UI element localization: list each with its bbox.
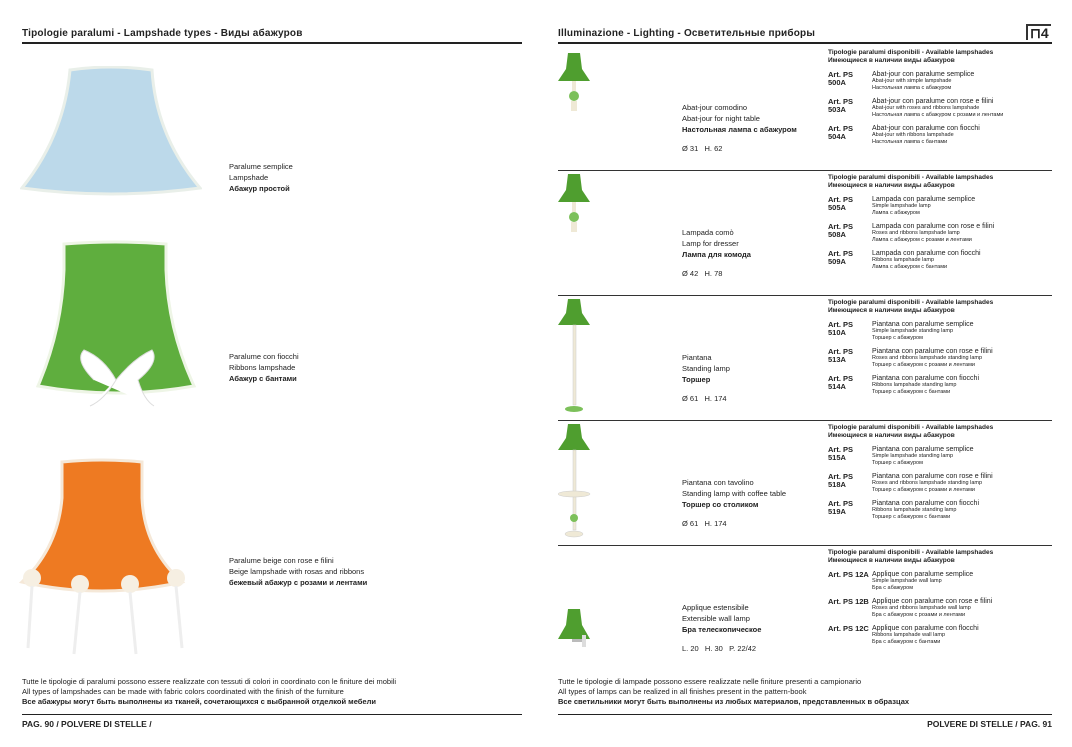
article-item bbox=[828, 348, 1052, 369]
article-it: Applique con paralume con rose e filini bbox=[872, 598, 993, 605]
available-lampshades bbox=[828, 174, 1052, 271]
article-it: Applique con paralume semplice bbox=[872, 571, 974, 578]
note-en: All types of lampshades can be made with fabric colors coordinated with the finish of the furniture bbox=[22, 687, 344, 696]
article-code: Art. PS 12C bbox=[828, 624, 869, 633]
product-info bbox=[682, 477, 786, 529]
article-code: Art. PS 504A bbox=[828, 124, 854, 141]
note-en: All types of lamps can be realized in all finishes present in the pattern-book bbox=[558, 687, 807, 696]
left-note bbox=[22, 677, 396, 707]
article-it: Piantana con paralume con rose e filini bbox=[872, 473, 993, 480]
note-it: Tutte le tipologie di lampade possono essere realizzate nelle finiture presenti a campionario bbox=[558, 677, 862, 686]
article-it: Lampada con paralume con rose e filini bbox=[872, 223, 995, 230]
product-name-it: Piantana bbox=[682, 353, 712, 362]
article-en: Simple lampshade lamp bbox=[872, 203, 931, 209]
lamp-image bbox=[558, 422, 592, 542]
divider bbox=[22, 714, 522, 715]
article-code: Art. PS 12A bbox=[828, 570, 869, 579]
product-name-ru: Настольная лампа с абажуром bbox=[682, 125, 797, 134]
article-en: Abat-jour with roses and ribbons lampshade bbox=[872, 105, 980, 111]
article-it: Piantana con paralume semplice bbox=[872, 321, 974, 328]
article-item bbox=[828, 446, 1052, 467]
product-row bbox=[558, 297, 1052, 421]
product-row bbox=[558, 422, 1052, 546]
article-it: Lampada con paralume semplice bbox=[872, 196, 976, 203]
article-item bbox=[828, 375, 1052, 396]
shade-caption bbox=[229, 351, 299, 384]
product-name-en: Standing lamp bbox=[682, 364, 730, 373]
article-item bbox=[828, 98, 1052, 119]
article-code: Art. PS 513A bbox=[828, 347, 854, 364]
available-title-ru: Имеющиеся в наличии виды абажуров bbox=[828, 307, 955, 314]
product-name-ru: Торшер со столиком bbox=[682, 500, 759, 509]
available-title: Tipologie paralumi disponibili - Available lampshades bbox=[828, 424, 994, 431]
article-en: Abat-jour with simple lampshade bbox=[872, 78, 952, 84]
note-ru: Все светильники могут быть выполнены из любых материалов, представленных в образцах bbox=[558, 697, 910, 706]
article-ru: Лампа с абажуром с розами и лентами bbox=[872, 237, 972, 243]
shade-name-it: Paralume semplice bbox=[229, 162, 293, 171]
divider bbox=[22, 42, 522, 44]
product-info bbox=[682, 102, 797, 154]
product-name-it: Lampada comò bbox=[682, 228, 734, 237]
product-name-en: Lamp for dresser bbox=[682, 239, 739, 248]
product-name-ru: Лампа для комода bbox=[682, 250, 751, 259]
divider bbox=[558, 42, 1052, 44]
available-lampshades bbox=[828, 49, 1052, 146]
article-en: Roses and ribbons lampshade standing lamp bbox=[872, 480, 983, 486]
article-ru: Настольная лампа с абажуром bbox=[872, 85, 952, 91]
article-item bbox=[828, 71, 1052, 92]
product-dimensions: Ø 31 H. 62 bbox=[682, 144, 723, 153]
article-code: Art. PS 515A bbox=[828, 445, 854, 462]
article-code: Art. PS 500A bbox=[828, 70, 854, 87]
product-info bbox=[682, 602, 761, 654]
article-en: Roses and ribbons lampshade wall lamp bbox=[872, 605, 971, 611]
available-title-ru: Имеющиеся в наличии виды абажуров bbox=[828, 557, 955, 564]
article-ru: Торшер с абажуром с розами и лентами bbox=[872, 362, 975, 368]
product-name-en: Extensible wall lamp bbox=[682, 614, 750, 623]
product-name-ru: Бра телескопическое bbox=[682, 625, 762, 634]
product-info bbox=[682, 227, 751, 279]
article-item bbox=[828, 196, 1052, 217]
lamp-image bbox=[558, 547, 592, 667]
article-ru: Настольная лампа с абажуром с розами и лентами bbox=[872, 112, 1004, 118]
article-it: Piantana con paralume con fiocchi bbox=[872, 500, 980, 507]
shade-name-en: Ribbons lampshade bbox=[229, 363, 296, 372]
right-page-title: Illuminazione - Lighting - Осветительные приборы bbox=[558, 28, 816, 39]
shade-caption bbox=[229, 161, 293, 194]
article-item bbox=[828, 473, 1052, 494]
product-name-ru: Торшер bbox=[682, 375, 711, 384]
article-ru: Торшер с абажуром с бантами bbox=[872, 514, 951, 520]
right-note bbox=[558, 677, 909, 707]
article-it: Piantana con paralume con fiocchi bbox=[872, 375, 980, 382]
shade-name-it: Paralume con fiocchi bbox=[229, 352, 299, 361]
article-en: Ribbons lampshade standing lamp bbox=[872, 507, 957, 513]
product-name-it: Applique estensibile bbox=[682, 603, 749, 612]
article-ru: Лампа с абажуром bbox=[872, 210, 920, 216]
article-en: Roses and ribbons lampshade standing lamp bbox=[872, 355, 983, 361]
article-ru: Бра с абажуром с бантами bbox=[872, 639, 941, 645]
shade-name-ru: Абажур с бантами bbox=[229, 374, 297, 383]
article-en: Abat-jour with ribbons lampshade bbox=[872, 132, 954, 138]
article-en: Ribbons lampshade standing lamp bbox=[872, 382, 957, 388]
product-dimensions: Ø 61 H. 174 bbox=[682, 519, 727, 528]
simple-lampshade-image bbox=[20, 66, 202, 196]
divider bbox=[558, 420, 1052, 421]
right-page-number: POLVERE DI STELLE / PAG. 91 bbox=[927, 719, 1052, 729]
product-info bbox=[682, 352, 730, 404]
divider bbox=[558, 170, 1052, 171]
article-ru: Торшер с абажуром bbox=[872, 335, 923, 341]
article-ru: Бра с абажуром с розами и лентами bbox=[872, 612, 966, 618]
article-code: Art. PS 519A bbox=[828, 499, 854, 516]
product-dimensions: L. 20 H. 30 P. 22/42 bbox=[682, 644, 757, 653]
divider bbox=[558, 295, 1052, 296]
available-title-ru: Имеющиеся в наличии виды абажуров bbox=[828, 182, 955, 189]
article-ru: Торшер с абажуром с розами и лентами bbox=[872, 487, 975, 493]
beige-roses-lampshade-image bbox=[18, 458, 186, 658]
article-it: Piantana con paralume semplice bbox=[872, 446, 974, 453]
product-name-it: Abat-jour comodino bbox=[682, 103, 748, 112]
article-item bbox=[828, 598, 1052, 619]
product-row bbox=[558, 547, 1052, 671]
article-en: Simple lampshade wall lamp bbox=[872, 578, 942, 584]
article-code: Art. PS 518A bbox=[828, 472, 854, 489]
article-it: Abat-jour con paralume con fiocchi bbox=[872, 125, 980, 132]
available-title: Tipologie paralumi disponibili - Available lampshades bbox=[828, 49, 994, 56]
article-item bbox=[828, 250, 1052, 271]
article-en: Ribbons lampshade lamp bbox=[872, 257, 935, 263]
article-en: Roses and ribbons lampshade lamp bbox=[872, 230, 960, 236]
article-code: Art. PS 514A bbox=[828, 374, 854, 391]
article-item bbox=[828, 625, 1052, 646]
available-lampshades bbox=[828, 299, 1052, 396]
left-page-title: Tipologie paralumi - Lampshade types - Виды абажуров bbox=[22, 28, 303, 39]
available-title-ru: Имеющиеся в наличии виды абажуров bbox=[828, 57, 955, 64]
available-lampshades bbox=[828, 549, 1052, 646]
article-item bbox=[828, 500, 1052, 521]
product-row bbox=[558, 47, 1052, 171]
shade-name-en: Lampshade bbox=[229, 173, 269, 182]
article-ru: Торшер с абажуром с бантами bbox=[872, 389, 951, 395]
article-it: Abat-jour con paralume semplice bbox=[872, 71, 975, 78]
available-title: Tipologie paralumi disponibili - Available lampshades bbox=[828, 174, 994, 181]
article-en: Simple lampshade standing lamp bbox=[872, 328, 954, 334]
product-dimensions: Ø 61 H. 174 bbox=[682, 394, 727, 403]
available-title: Tipologie paralumi disponibili - Available lampshades bbox=[828, 549, 994, 556]
shade-name-ru: бежевый абажур с розами и лентами bbox=[229, 578, 368, 587]
note-it: Tutte le tipologie di paralumi possono essere realizzate con tessuti di colori in coordinato con le finiture dei mobili bbox=[22, 677, 397, 686]
lamp-image bbox=[558, 297, 592, 417]
article-code: Art. PS 510A bbox=[828, 320, 854, 337]
article-code: Art. PS 503A bbox=[828, 97, 854, 114]
article-code: Art. PS 505A bbox=[828, 195, 854, 212]
divider bbox=[558, 714, 1052, 715]
shade-name-ru: Абажур простой bbox=[229, 184, 290, 193]
article-item bbox=[828, 321, 1052, 342]
lamp-image bbox=[558, 51, 592, 171]
product-name-it: Piantana con tavolino bbox=[682, 478, 754, 487]
divider bbox=[558, 545, 1052, 546]
product-dimensions: Ø 42 H. 78 bbox=[682, 269, 723, 278]
article-en: Ribbons lampshade wall lamp bbox=[872, 632, 946, 638]
article-item bbox=[828, 571, 1052, 592]
product-row bbox=[558, 172, 1052, 296]
article-ru: Бра с абажуром bbox=[872, 585, 914, 591]
article-it: Piantana con paralume con rose e filini bbox=[872, 348, 993, 355]
article-code: Art. PS 509A bbox=[828, 249, 854, 266]
brand-logo: ⊓4 bbox=[1026, 24, 1051, 40]
article-code: Art. PS 12B bbox=[828, 597, 869, 606]
note-ru: Все абажуры могут быть выполнены из тканей, сочетающихся с выбранной отделкой мебели bbox=[22, 697, 376, 706]
article-ru: Торшер с абажуром bbox=[872, 460, 923, 466]
left-page-number: PAG. 90 / POLVERE DI STELLE / bbox=[22, 719, 152, 729]
shade-name-en: Beige lampshade with rosas and ribbons bbox=[229, 567, 365, 576]
article-item bbox=[828, 223, 1052, 244]
article-ru: Лампа с абажуром с бантами bbox=[872, 264, 948, 270]
article-ru: Настольная лампа с бантами bbox=[872, 139, 948, 145]
available-lampshades bbox=[828, 424, 1052, 521]
lamp-image bbox=[558, 172, 592, 292]
article-it: Lampada con paralume con fiocchi bbox=[872, 250, 981, 257]
article-en: Simple lampshade standing lamp bbox=[872, 453, 954, 459]
ribbons-lampshade-image bbox=[34, 240, 198, 408]
article-it: Applique con paralume con flocchi bbox=[872, 625, 979, 632]
available-title: Tipologie paralumi disponibili - Available lampshades bbox=[828, 299, 994, 306]
product-name-en: Abat-jour for night table bbox=[682, 114, 760, 123]
product-name-en: Standing lamp with coffee table bbox=[682, 489, 787, 498]
article-item bbox=[828, 125, 1052, 146]
available-title-ru: Имеющиеся в наличии виды абажуров bbox=[828, 432, 955, 439]
shade-name-it: Paralume beige con rose e filini bbox=[229, 556, 334, 565]
article-it: Abat-jour con paralume con rose e filini bbox=[872, 98, 994, 105]
article-code: Art. PS 508A bbox=[828, 222, 854, 239]
shade-caption bbox=[229, 555, 367, 588]
